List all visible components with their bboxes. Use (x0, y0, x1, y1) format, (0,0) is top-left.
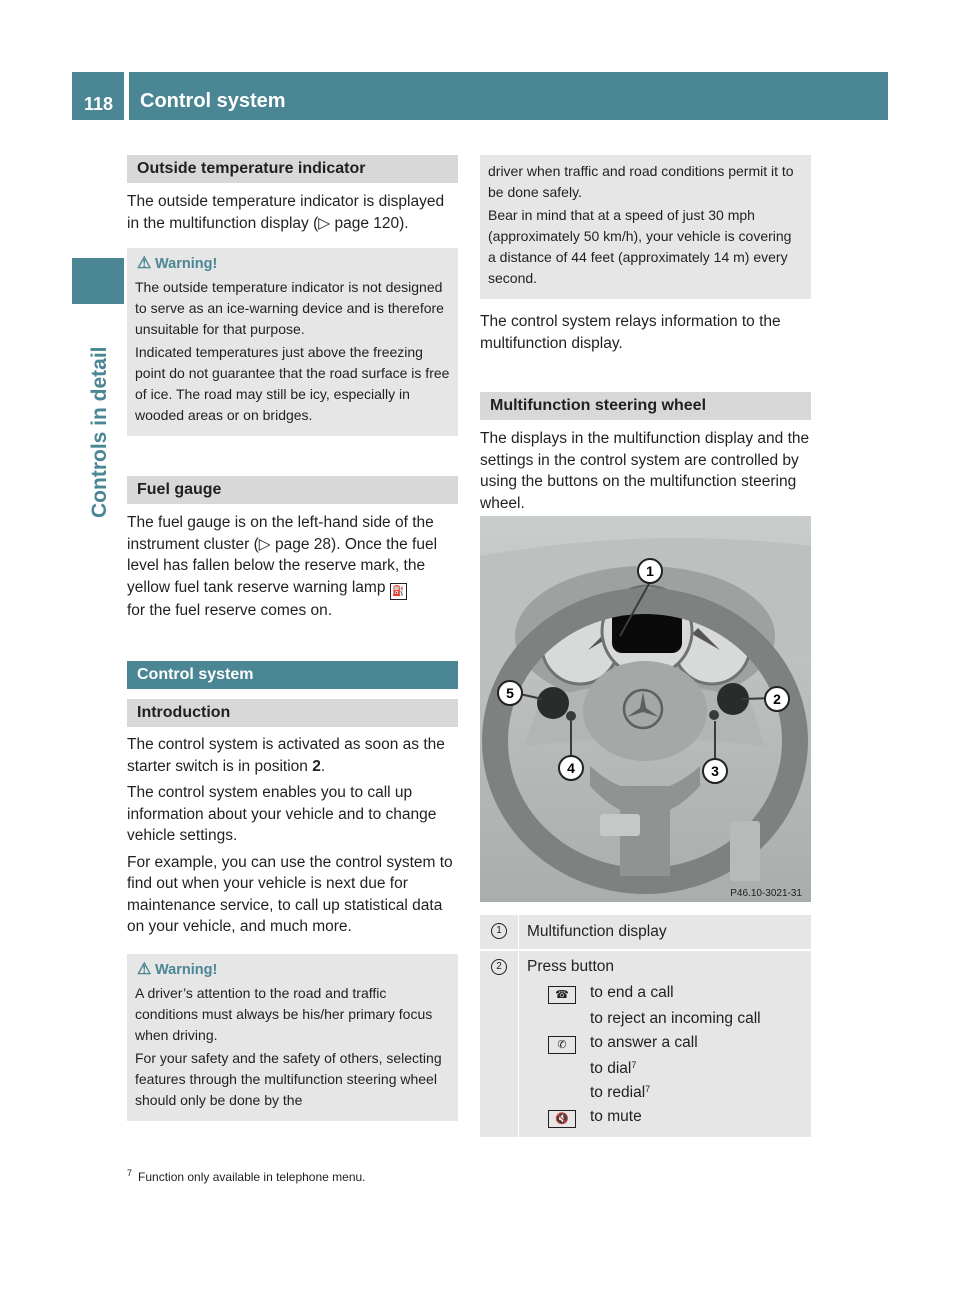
end-call-icon: ☎ (548, 986, 576, 1004)
footnote-text: Function only available in telephone menu. (138, 1170, 366, 1184)
legend-subitem: to dial $^7$ (590, 1060, 637, 1077)
mfsw-body: The displays in the multifunction display and the settings in the control system are controlled by using the buttons on the multifunction steering wheel. (480, 430, 810, 512)
svg-text:5: 5 (506, 685, 514, 701)
svg-text:3: 3 (711, 763, 719, 779)
section-heading: Outside temperature indicator (127, 155, 458, 183)
legend-subitem: ✆ to answer a call (519, 1031, 811, 1057)
footnote-number: 7 (127, 1168, 133, 1178)
warning-text: Bear in mind that at a speed of just 30 mph (approximately 50 km/h), your vehicle is covering a distance of 44 feet (approximately 14 m) every second. (488, 207, 792, 286)
warning-box-continued (480, 155, 811, 299)
warning-text: driver when traffic and road conditions permit it to be done safely. (488, 163, 794, 200)
legend-subitem: ☎ to end a call (519, 981, 811, 1007)
warning-title: ⚠ Warning! (137, 960, 218, 978)
warning-icon: ⚠ (137, 255, 152, 272)
side-tab-marker (72, 258, 124, 304)
intro-p1: The control system is activated as soon as the starter switch is in position 2. (127, 736, 445, 775)
callout-2 (765, 687, 789, 711)
warning-text: For your safety and the safety of others, selecting features through the multifunction steering wheel should only be done by the (135, 1049, 442, 1108)
warning-text: Indicated temperatures just above the freezing point do not guarantee that the road surface is free of ice. The road may still be icy, especially in wooded areas or on bridges. (135, 344, 450, 423)
intro-p3: For example, you can use the control system to find out when your vehicle is next due for maintenance service, to call up statistical data on your vehicle, and much more. (127, 853, 453, 935)
side-spacer (72, 125, 124, 255)
section-heading: Multifunction steering wheel (480, 392, 811, 420)
legend-table (480, 915, 811, 1139)
outside-temp-body: The outside temperature indicator is displayed in the multifunction display (▷ page 120). (127, 193, 445, 232)
callout-3 (703, 759, 727, 783)
side-gap (72, 255, 124, 258)
warning-title: ⚠ Warning! (137, 255, 218, 272)
mute-icon: 🔇 (548, 1110, 576, 1128)
legend-label: Multifunction display (519, 915, 812, 950)
legend-subitem: to reject an incoming call (590, 1010, 761, 1027)
page-number: 118 (84, 94, 114, 114)
relay-text: The control system relays information to the multifunction display. (480, 313, 781, 352)
legend-subitem: 🔇 to mute (519, 1105, 811, 1131)
fuel-reserve-lamp-icon: ⛽ (390, 583, 407, 600)
warning-box (127, 954, 458, 1121)
section-heading: Fuel gauge (127, 476, 458, 504)
legend-number: 1 (491, 923, 507, 939)
page-title: Control system (140, 90, 286, 112)
legend-subitem: to redial $^7$ (590, 1084, 651, 1101)
warning-text: The outside temperature indicator is not designed to serve as an ice-warning device and is therefore unsuitable for that purpose. (135, 279, 444, 337)
svg-text:4: 4 (567, 760, 575, 776)
steering-wheel-illustration (480, 516, 811, 902)
photo-code: P46.10-3021-31 (730, 888, 802, 899)
side-label-anchor (88, 346, 118, 528)
warning-text: A driver’s attention to the road and traffic conditions must always be his/her primary focus when driving. (135, 984, 433, 1043)
footnote (127, 1168, 366, 1184)
fuel-body: The fuel gauge is on the left-hand side of the instrument cluster (▷ page 28). Once the fuel level has fallen below the reserve mark, the yellow fuel tank reserve warning lamp ⛽ for the fuel reserve comes on. (127, 514, 438, 619)
header-bar (129, 72, 888, 120)
callout-5 (498, 681, 522, 705)
side-label: Controls in detail (88, 346, 111, 518)
legend-row (480, 950, 811, 1138)
intro-p2: The control system enables you to call up information about your vehicle and to change vehicle settings. (127, 784, 437, 844)
left-column (127, 155, 458, 1121)
section-heading: Introduction (127, 699, 458, 727)
legend-label: Press button (527, 958, 615, 975)
warning-box (127, 248, 458, 436)
page-number-box (72, 72, 124, 120)
right-column (480, 155, 811, 519)
svg-text:1: 1 (646, 563, 654, 579)
warning-icon: ⚠ (137, 960, 152, 978)
chapter-heading: Control system (127, 661, 458, 689)
svg-text:2: 2 (773, 691, 781, 707)
steering-wheel-photo (480, 516, 811, 902)
legend-number: 2 (491, 959, 507, 975)
callout-4 (559, 756, 583, 780)
answer-call-icon: ✆ (548, 1036, 576, 1054)
callout-1 (638, 559, 662, 583)
legend-row (480, 915, 811, 950)
